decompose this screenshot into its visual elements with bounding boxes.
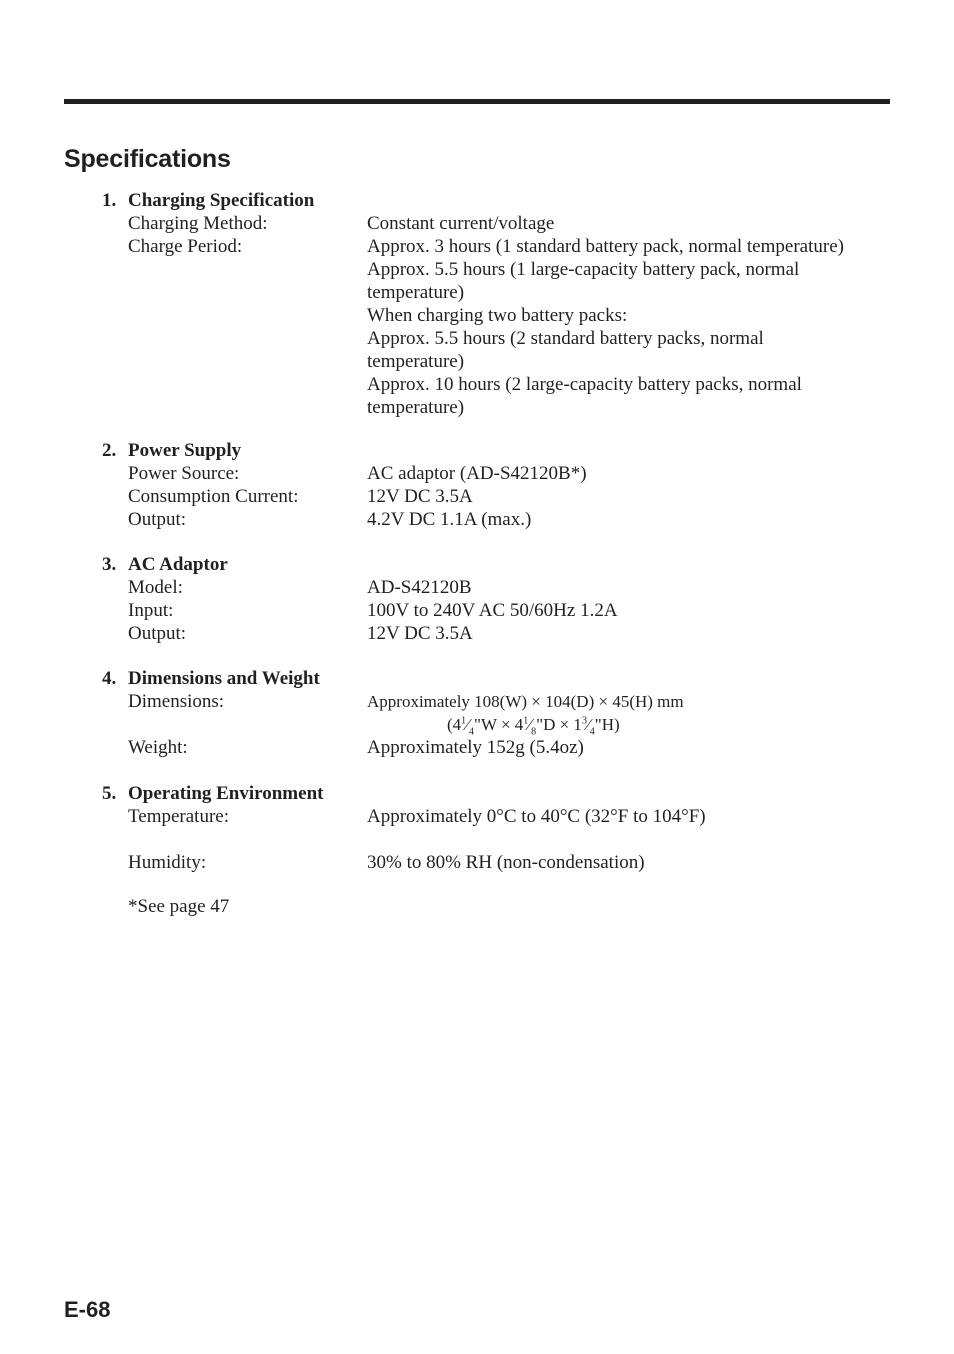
section-operating-environment (102, 782, 706, 874)
spec-row (102, 462, 587, 485)
spec-label: Charging Method: (128, 213, 268, 234)
spec-label: Dimensions: (128, 691, 225, 712)
fraction-numerator: 1 (523, 715, 529, 727)
section-title: Power Supply (128, 440, 242, 461)
spec-value: AC adaptor (AD-S42120B*) (367, 463, 587, 484)
dim-text: "H) (594, 715, 620, 734)
section-dimensions-and-weight (102, 667, 684, 759)
spec-value: Constant current/voltage (367, 213, 555, 234)
spec-value: Approx. 3 hours (1 standard battery pack, normal temperature) (367, 236, 844, 257)
spec-row (102, 736, 584, 759)
spec-row (102, 805, 706, 828)
spec-label: Weight: (128, 737, 188, 758)
spec-value-continued: temperature) (367, 351, 465, 372)
spec-value: 30% to 80% RH (non-condensation) (367, 852, 645, 873)
spec-row (102, 622, 473, 645)
top-rule (64, 99, 890, 104)
section-number: 5. (102, 783, 117, 804)
spec-value-continued: Approx. 5.5 hours (1 large-capacity battery pack, normal (367, 259, 800, 280)
spec-row (102, 485, 473, 508)
section-title: Dimensions and Weight (128, 668, 320, 689)
fraction-denominator: 4 (469, 726, 475, 738)
dimensions-imperial-row (102, 713, 620, 738)
section-number: 3. (102, 554, 117, 575)
footnote: *See page 47 (128, 896, 230, 917)
dimensions-imperial: ($4^1⁄_4"W$ × $4^1⁄_8"D$ × $1^3⁄_4"H$) (447, 715, 620, 738)
dim-text: "W × 4 (474, 715, 524, 734)
dim-text: "D × 1 (536, 715, 582, 734)
section-heading (102, 189, 314, 212)
section-number: 2. (102, 440, 117, 461)
spec-value-continued: temperature) (367, 282, 465, 303)
page-number: E-68 (64, 1297, 111, 1322)
spec-row (102, 576, 472, 599)
spec-value: 4.2V DC 1.1A (max.) (367, 509, 532, 530)
spec-row (102, 599, 618, 622)
spec-row (102, 212, 555, 235)
section-ac-adaptor (102, 553, 618, 645)
dim-text: (4 (447, 715, 462, 734)
spec-value-continued: Approx. 5.5 hours (2 standard battery packs, normal (367, 328, 764, 349)
section-number: 1. (102, 190, 117, 211)
fraction-denominator: 8 (531, 726, 537, 738)
spec-value: 12V DC 3.5A (367, 486, 473, 507)
section-number: 4. (102, 668, 117, 689)
spec-label: Model: (128, 577, 183, 598)
page-title: Specifications (64, 145, 231, 173)
spec-value: 100V to 240V AC 50/60Hz 1.2A (367, 600, 618, 621)
spec-value: Approximately 0°C to 40°C (32°F to 104°F) (367, 806, 706, 827)
spec-label: Consumption Current: (128, 486, 299, 507)
fraction-numerator: 1 (461, 715, 467, 727)
spec-row (102, 235, 844, 258)
fraction-numerator: 3 (581, 715, 587, 727)
spec-label: Output: (128, 623, 187, 644)
spec-row (102, 508, 532, 531)
spec-label: Charge Period: (128, 236, 243, 257)
spec-value: Approximately 108(W) × 104(D) × 45(H) mm (367, 692, 684, 711)
section-charging-specification (102, 189, 844, 419)
section-heading (102, 667, 320, 690)
spec-label: Humidity: (128, 852, 207, 873)
section-title: Charging Specification (128, 190, 315, 211)
spec-value-continued: When charging two battery packs: (367, 305, 628, 326)
spec-label: Input: (128, 600, 174, 621)
fraction-denominator: 4 (589, 726, 595, 738)
section-heading (102, 553, 228, 576)
spec-value-continued: temperature) (367, 397, 465, 418)
section-heading (102, 782, 323, 805)
section-title: AC Adaptor (128, 554, 228, 575)
spec-value: AD-S42120B (367, 577, 472, 598)
spec-value-continued: Approx. 10 hours (2 large-capacity battery packs, normal (367, 374, 802, 395)
section-heading (102, 439, 241, 462)
spec-label: Output: (128, 509, 187, 530)
section-title: Operating Environment (128, 783, 324, 804)
spec-row (102, 851, 645, 874)
section-power-supply (102, 439, 587, 531)
spec-row (102, 690, 684, 713)
spec-label: Power Source: (128, 463, 240, 484)
spec-label: Temperature: (128, 806, 230, 827)
spec-value: Approximately 152g (5.4oz) (367, 737, 584, 758)
spec-value: 12V DC 3.5A (367, 623, 473, 644)
